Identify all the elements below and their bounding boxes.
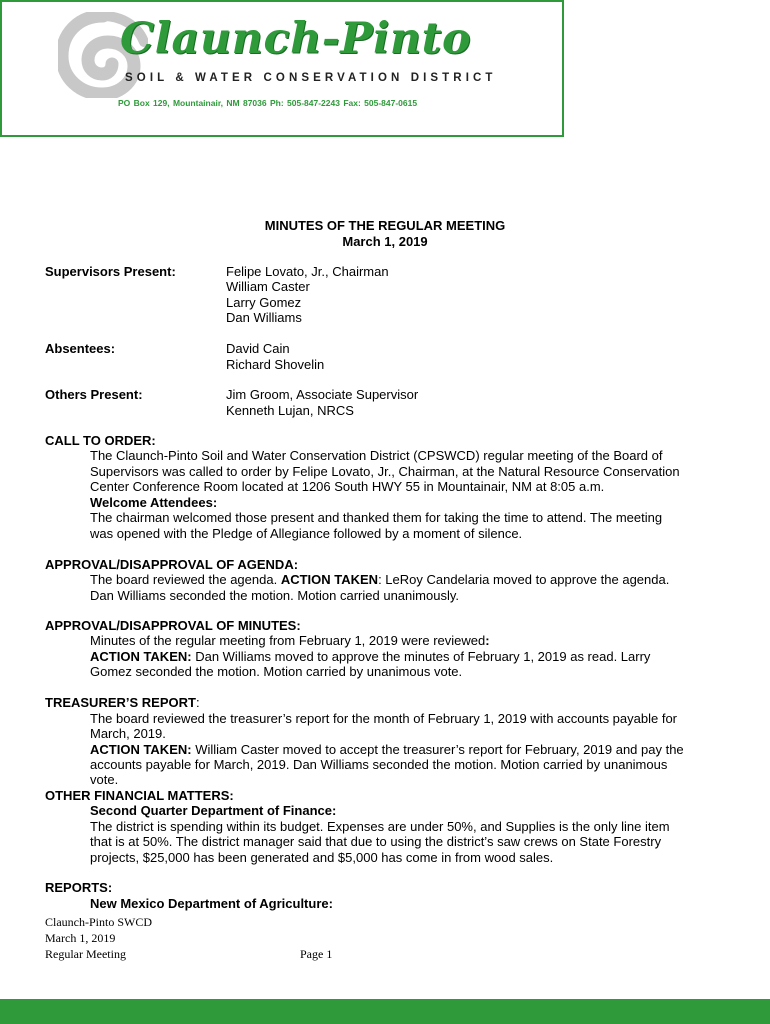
treasurer-report-heading: TREASURER’S REPORT: [45, 695, 200, 710]
action-taken-label: ACTION TAKEN [280, 572, 379, 587]
agenda-text: Dan Williams seconded the motion. Motion carried unanimously. [90, 588, 459, 603]
document-title: MINUTES OF THE REGULAR MEETING [264, 218, 506, 233]
agenda-text: The board reviewed the agenda. ACTION TAKEN: LeRoy Candelaria moved to approve the agenda. [90, 572, 670, 587]
supervisor-name: Felipe Lovato, Jr., Chairman [226, 264, 389, 279]
other-financial-heading: OTHER FINANCIAL MATTERS: [45, 788, 234, 803]
treasurer-text: vote. [90, 772, 119, 787]
footer-date: March 1, 2019 [45, 931, 116, 945]
page-number: Page 1 [300, 947, 333, 961]
second-quarter-heading: Second Quarter Department of Finance: [90, 803, 337, 818]
others-present-label: Others Present: [45, 387, 143, 402]
minutes-text: Minutes of the regular meeting from February 1, 2019 were reviewed: [90, 633, 490, 648]
treasurer-text: accounts payable for March, 2019. Dan Williams seconded the motion. Motion carried by unanimous [90, 757, 668, 772]
letterhead [0, 0, 564, 137]
action-taken-label: ACTION TAKEN: [90, 649, 192, 664]
call-to-order-heading: CALL TO ORDER: [45, 433, 156, 448]
footer-meeting-type: Regular Meeting [45, 947, 126, 961]
footer-org: Claunch-Pinto SWCD [45, 915, 152, 929]
other-attendee-name: Kenneth Lujan, NRCS [226, 403, 354, 418]
absentees-label: Absentees: [45, 341, 116, 356]
minutes-text: ACTION TAKEN: Dan Williams moved to approve the minutes of February 1, 2019 as read. Larry [90, 649, 651, 664]
call-to-order-text: Center Conference Room located at 1206 South HWY 55 in Mountainair, NM at 8:05 a.m. [90, 479, 605, 494]
agenda-heading: APPROVAL/DISAPPROVAL OF AGENDA: [45, 557, 299, 572]
nm-agriculture-heading: New Mexico Department of Agriculture: [90, 896, 333, 911]
treasurer-text: The board reviewed the treasurer’s report for the month of February 1, 2019 with accounts payable for [90, 711, 678, 726]
other-financial-text: projects, $25,000 has been generated and $5,000 has come in from wood sales. [90, 850, 554, 865]
other-attendee-name: Jim Groom, Associate Supervisor [226, 387, 419, 402]
absentee-name: Richard Shovelin [226, 357, 325, 372]
supervisors-present-label: Supervisors Present: [45, 264, 176, 279]
minutes-text: Gomez seconded the motion. Motion carried by unanimous vote. [90, 664, 463, 679]
supervisor-name: William Caster [226, 279, 310, 294]
supervisor-name: Dan Williams [226, 310, 302, 325]
absentee-name: David Cain [226, 341, 290, 356]
other-financial-text: The district is spending within its budget. Expenses are under 50%, and Supplies is the only line item [90, 819, 670, 834]
action-taken-label: ACTION TAKEN: [90, 742, 192, 757]
supervisor-name: Larry Gomez [226, 295, 302, 310]
call-to-order-text: Supervisors was called to order by Felipe Lovato, Jr., Chairman, at the Natural Resource Conservation [90, 464, 680, 479]
welcome-text: The chairman welcomed those present and thanked them for taking the time to attend. The meeting [90, 510, 663, 525]
welcome-text: was opened with the Pledge of Allegiance followed by a moment of silence. [90, 526, 523, 541]
district-subtitle: SOIL & WATER CONSERVATION DISTRICT [125, 72, 497, 84]
treasurer-text: March, 2019. [90, 726, 166, 741]
meeting-date: March 1, 2019 [342, 234, 428, 249]
reports-heading: REPORTS: [45, 880, 113, 895]
welcome-attendees-heading: Welcome Attendees: [90, 495, 218, 510]
call-to-order-text: The Claunch-Pinto Soil and Water Conservation District (CPSWCD) regular meeting of the Board of [90, 448, 663, 463]
treasurer-text: ACTION TAKEN: William Caster moved to accept the treasurer’s report for February, 2019 and pay the [90, 742, 684, 757]
letterhead-green-bar [0, 999, 770, 1024]
other-financial-text: that is at 50%. The district manager said that due to using the district’s saw crews on State Forestry [90, 834, 662, 849]
minutes-heading: APPROVAL/DISAPPROVAL OF MINUTES: [45, 618, 301, 633]
district-name-logo: Claunch-Pinto [120, 14, 472, 64]
contact-info: PO Box 129, Mountainair, NM 87036 Ph: 505-847-2243 Fax: 505-847-0615 [118, 98, 418, 108]
